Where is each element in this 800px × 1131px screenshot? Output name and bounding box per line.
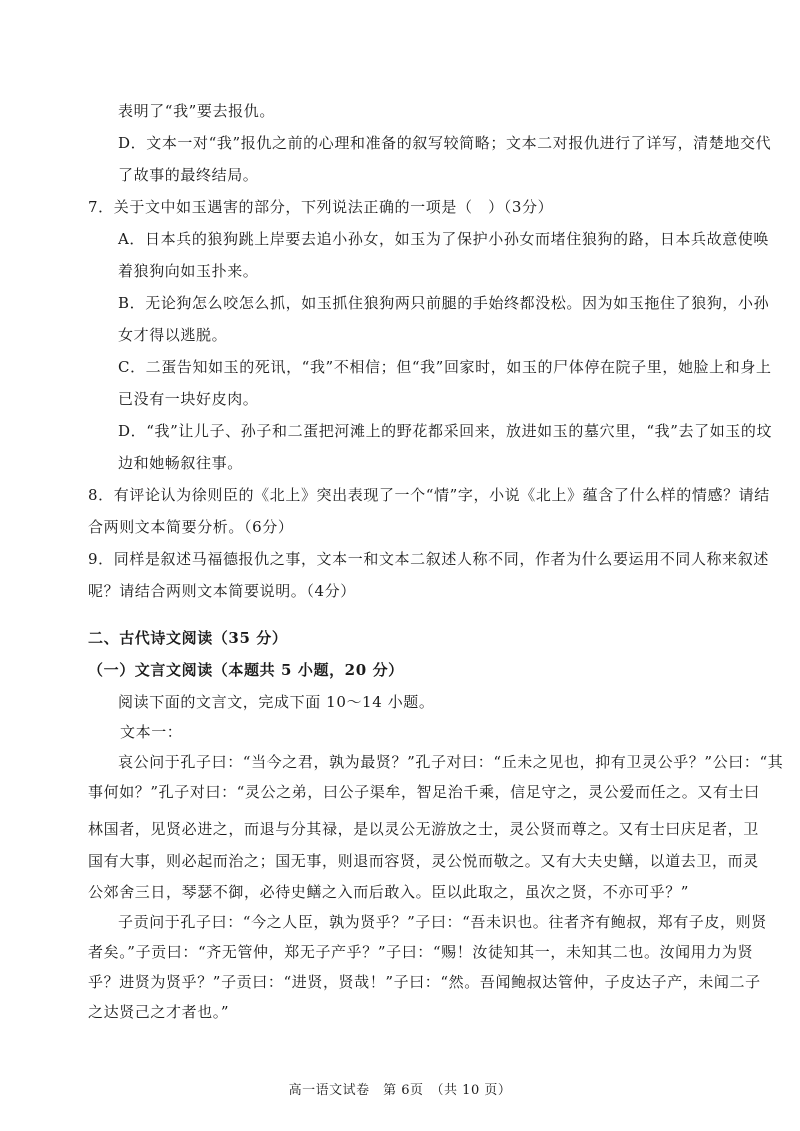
q7-option-a-line-2: 着狼狗向如玉扑来。	[118, 262, 259, 280]
classical-text-line: 子贡问于孔子曰：“今之人臣，孰为贤乎？”子曰：“吾未识也。往者齐有鲍叔，郑有子皮，则贤	[118, 913, 767, 931]
section-heading: 二、古代诗文阅读（35 分）	[88, 629, 288, 647]
classical-text-line: 事何如？”孔子对曰：“灵公之弟，曰公子渠牟，智足治千乘，信足守之，灵公爱而任之。又有士曰	[88, 783, 760, 801]
question-8-line-1: 8．有评论认为徐则臣的《北上》突出表现了一个“情”字，小说《北上》蕴含了什么样的情感？请结	[88, 486, 770, 504]
classical-text-line: 公郊舍三日，琴瑟不御，必待史鳝之入而后敢入。臣以此取之，虽次之贤，不亦可乎？”	[88, 883, 690, 901]
option-d-line-2: 了故事的最终结局。	[118, 166, 259, 184]
q7-option-c-line-1: C．二蛋告知如玉的死讯，“我”不相信；但“我”回家时，如玉的尸体停在院子里，她脸上和身上	[118, 358, 772, 376]
classical-text-line: 乎？进贤为贤乎？”子贡曰：“进贤，贤哉！”子曰：“然。吾闻鲍叔达管仲，子皮达子产，未闻二子	[88, 973, 761, 991]
q7-option-a-line-1: A．日本兵的狼狗跳上岸要去追小孙女，如玉为了保护小孙女而堵住狼狗的路，日本兵故意使唤	[118, 230, 770, 248]
classical-text-line: 者矣。”子贡曰：“齐无管仲，郑无子产乎？”子曰：“赐！汝徒知其一，未知其二也。汝闻用力为贤	[88, 943, 754, 961]
classical-text-line: 之达贤己之才者也。”	[88, 1003, 230, 1021]
classical-text-line: 国有大事，则必起而治之；国无事，则退而容贤，灵公悦而敬之。又有大夫史鳝，以道去卫，而灵	[88, 852, 759, 870]
classical-text-line: 哀公问于孔子曰：“当今之君，孰为最贤？”孔子对曰：“丘未之见也，抑有卫灵公乎？”公曰：“其	[118, 753, 784, 771]
subsection-heading: （一）文言文阅读（本题共 5 小题，20 分）	[88, 661, 404, 679]
q7-option-b-line-1: B．无论狗怎么咬怎么抓，如玉抓住狼狗两只前腿的手始终都没松。因为如玉拖住了狼狗，小孙	[118, 294, 770, 312]
question-9-line-2: 呢？请结合两则文本简要说明。（4分）	[88, 582, 356, 600]
q7-option-c-line-2: 已没有一块好皮肉。	[118, 390, 259, 408]
option-d-line-1: D．文本一对“我”报仇之前的心理和准备的叙写较简略；文本二对报仇进行了详写，清楚地交代	[118, 134, 772, 152]
text-one-label: 文本一：	[120, 723, 183, 741]
q7-option-d-line-2: 边和她畅叙往事。	[118, 454, 243, 472]
q7-option-b-line-2: 女才得以逃脱。	[118, 326, 228, 344]
question-8-line-2: 合两则文本简要分析。（6分）	[88, 518, 294, 536]
question-7-stem: 7．关于文中如玉遇害的部分，下列说法正确的一项是（ ）（3分）	[88, 198, 554, 216]
q7-option-d-line-1: D．“我”让儿子、孙子和二蛋把河滩上的野花都采回来，放进如玉的墓穴里，“我”去了如玉的坟	[118, 422, 773, 440]
page-footer: 高一语文试卷 第 6页 （共 10 页）	[288, 1083, 512, 1098]
question-9-line-1: 9．同样是叙述马福德报仇之事，文本一和文本二叙述人称不同，作者为什么要运用不同人称来叙述	[88, 550, 769, 568]
instruction-text: 阅读下面的文言文，完成下面 10～14 小题。	[118, 693, 435, 711]
classical-text-line: 林国者，见贤必进之，而退与分其禄，是以灵公无游放之士，灵公贤而尊之。又有士曰庆足者，卫	[88, 820, 759, 838]
text-line: 表明了“我”要去报仇。	[118, 102, 275, 120]
